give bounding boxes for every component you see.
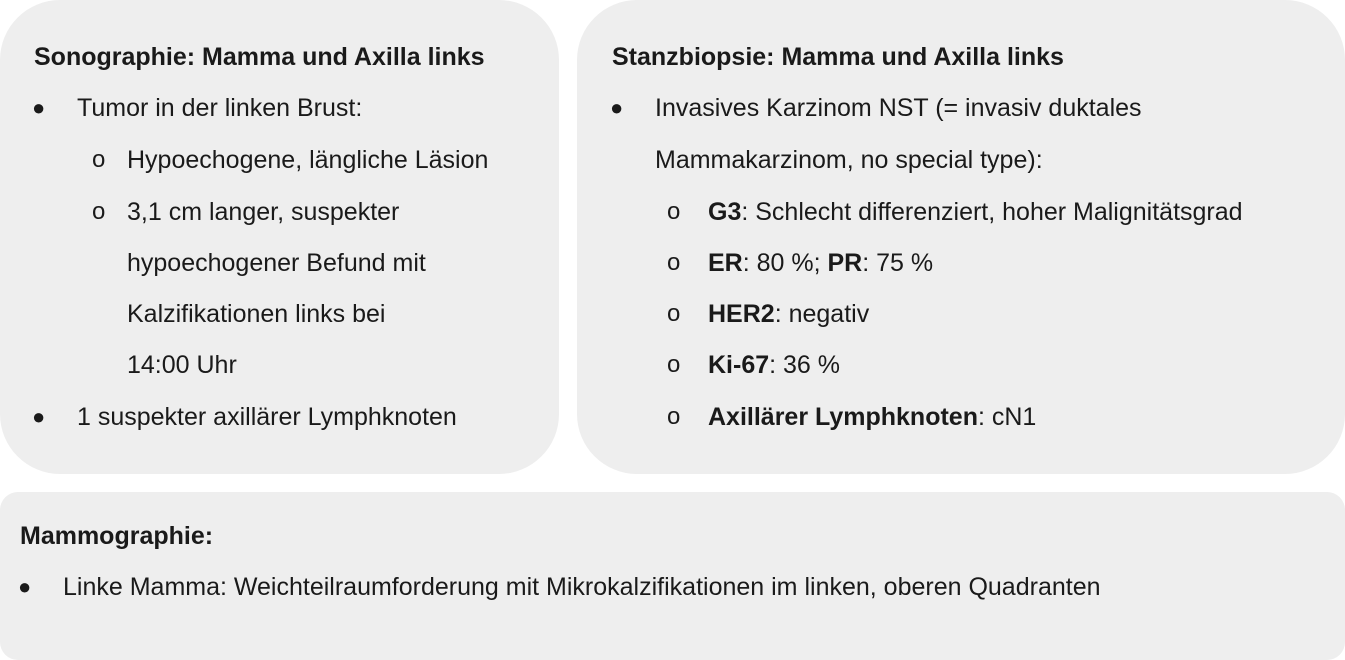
stanz-sub-ki67 (708, 350, 840, 380)
sono-item-lymphknoten: 1 suspekter axillärer Lymphknoten (77, 403, 457, 431)
bullet-icon: ● (18, 574, 32, 599)
ki67-label: Ki-67 (708, 351, 770, 379)
stanz-item-karzinom-line2: Mammakarzinom, no special type): (655, 146, 1043, 174)
ki67-text: : 36 % (769, 351, 841, 379)
stanz-item-karzinom-line1: Invasives Karzinom NST (= invasiv duktales (655, 94, 1142, 122)
stanz-sub-er-pr (708, 248, 933, 278)
sub-bullet-icon: o (667, 351, 681, 378)
sub-bullet-icon: o (92, 146, 106, 173)
pr-label: PR (827, 249, 863, 277)
sono-sub-befund-line3: Kalzifikationen links bei (127, 300, 386, 328)
g3-label: G3 (708, 198, 742, 226)
sono-sub-laesion: Hypoechogene, längliche Läsion (127, 146, 489, 174)
er-text: : 80 %; (742, 249, 828, 277)
stanz-sub-her2 (708, 299, 869, 329)
lymph-text: : cN1 (977, 403, 1037, 431)
sono-sub-befund-line2: hypoechogener Befund mit (127, 249, 426, 277)
her2-text: : negativ (774, 300, 870, 328)
sub-bullet-icon: o (667, 249, 681, 276)
lymph-label: Axillärer Lymphknoten (708, 403, 978, 431)
bullet-icon: ● (610, 95, 624, 120)
stanz-sub-g3 (708, 197, 1243, 227)
sub-bullet-icon: o (92, 198, 106, 225)
er-label: ER (708, 249, 743, 277)
sono-sub-befund-line4: 14:00 Uhr (127, 351, 237, 379)
stanzbiopsie-card (577, 0, 1345, 474)
bullet-icon: ● (32, 404, 46, 429)
mammo-item-linke-mamma: Linke Mamma: Weichteilraumforderung mit Mikrokalzifikationen im linken, oberen Quadranten (63, 573, 1101, 601)
mammographie-card (0, 492, 1345, 660)
sonographie-card (0, 0, 559, 474)
her2-label: HER2 (708, 300, 775, 328)
bullet-icon: ● (32, 95, 46, 120)
sono-sub-befund-line1: 3,1 cm langer, suspekter (127, 198, 400, 226)
sono-item-tumor: Tumor in der linken Brust: (77, 94, 363, 122)
g3-text: : Schlecht differenziert, hoher Malignitätsgrad (741, 198, 1243, 226)
pr-text: : 75 % (862, 249, 934, 277)
sonographie-title: Sonographie: Mamma und Axilla links (34, 43, 485, 71)
stanzbiopsie-title: Stanzbiopsie: Mamma und Axilla links (612, 43, 1064, 71)
stanz-sub-lymphknoten (708, 402, 1036, 432)
mammographie-title: Mammographie: (20, 522, 214, 550)
sub-bullet-icon: o (667, 403, 681, 430)
sub-bullet-icon: o (667, 198, 681, 225)
sub-bullet-icon: o (667, 300, 681, 327)
